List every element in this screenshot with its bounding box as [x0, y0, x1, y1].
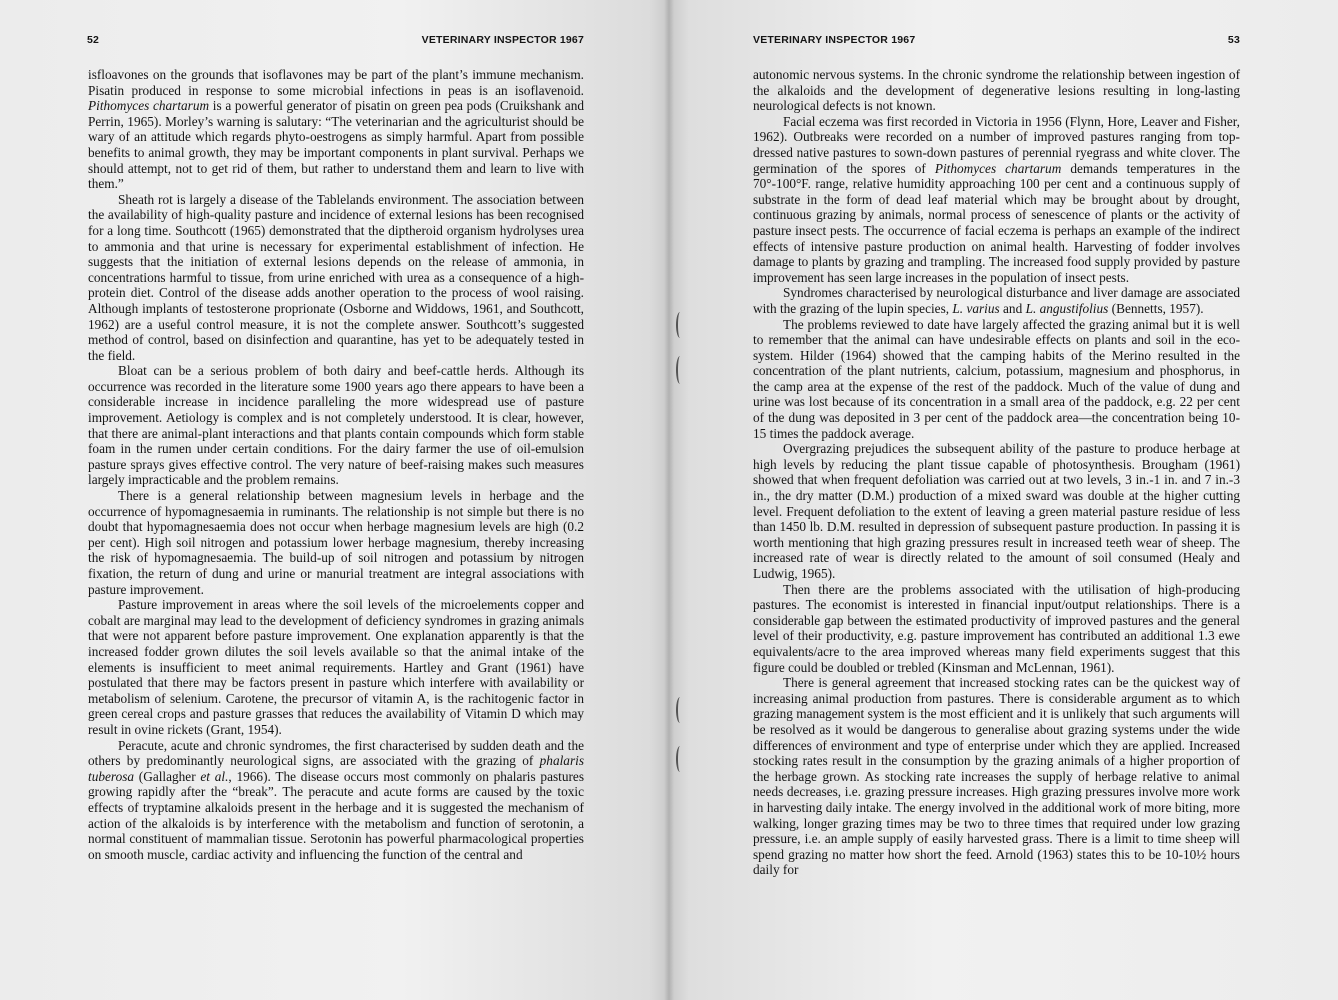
paragraph: autonomic nervous systems. In the chronic syndrome the relationship between ingestion of the alkaloids and the development of degenerative lesions resulting in long-lasting neurological defects is not known.: [753, 67, 1240, 114]
paragraph: Syndromes characterised by neurological disturbance and liver damage are associated with the grazing of the lupin species, L. varius and L. angustifolius (Bennetts, 1957).: [753, 285, 1240, 316]
paragraph: There is a general relationship between magnesium levels in herbage and the occurrence of hypomagnesaemia in ruminants. The relationship is not simple but there is no doubt that hypomagnesaemia does not occur when herbage magnesium levels are high (0.2 per cent). High soil nitrogen and potassium lower herbage magnesium, thereby increasing the risk of hypomagnesaemia. The build-up of soil nitrogen and potassium by nitrogen fixation, the return of dung and urine or manurial treatment are integral associations with pasture improvement.: [88, 488, 584, 597]
binding-mark: [676, 312, 684, 338]
running-head: VETERINARY INSPECTOR 1967: [421, 34, 584, 46]
right-page-header: [753, 34, 1240, 50]
paragraph: Facial eczema was first recorded in Victoria in 1956 (Flynn, Hore, Leaver and Fisher, 1962). Outbreaks were recorded on a number of improved pastures ranging from top-dressed native pastures to sown-down pastures of perennial ryegrass and white clover. The germination of the spores of Pithomyces chartarum demands temperatures in the 70°-100°F. range, relative humidity approaching 100 per cent and a continuous supply of substrate in the form of dead leaf material which may be brought about by drought, continuous grazing by animals, normal process of senescence of plants or the activity of pasture insect pests. The occurrence of facial eczema is perhaps an example of the indirect effects of intensive pasture production on animal health. Harvesting of fodder involves damage to plants by grazing and trampling. The increased food supply provided by pasture improvement has seen large increases in the population of insect pests.: [753, 113, 1240, 285]
paragraph: Overgrazing prejudices the subsequent ability of the pasture to produce herbage at high levels by reducing the plant tissue capable of photosynthesis. Brougham (1961) showed that when frequent defoliation was carried out at two levels, 3 in.-1 in. and 7 in.-3 in., the dry matter (D.M.) production of a mixed sward was double at the higher cutting level. Frequent defoliation to the extent of leaving a green material pasture residue of less than 1450 lb. D.M. resulted in depression of subsequent pasture production. In passing it is worth mentioning that high grazing pressures result in increased teeth wear of sheep. The increased rate of wear is directly related to the amount of soil consumed (Healy and Ludwig, 1965).: [753, 441, 1240, 581]
binding-mark: [676, 697, 684, 723]
paragraph: There is general agreement that increased stocking rates can be the quickest way of increasing animal production from pastures. There is considerable argument as to which grazing management system is the most efficient and it is unlikely that such arguments will be resolved as it would be dangerous to generalise about grazing systems under the wide differences of environment and type of enterprise under which they are applied. Increased stocking rates result in the consumption by the grazing animals of a higher proportion of the herbage grown. As stocking rate increases the supply of herbage relative to animal needs decreases, i.e. grazing pressure increases. High grazing pressures involve more work in harvesting daily intake. The energy involved in the additional work of more biting, more walking, longer grazing times may be two to three times that required under low grazing pressure, i.e. an ample supply of easily harvested grass. There is a limit to time sheep will spend grazing no matter how short the feed. Arnold (1963) states this to be 10-10½ hours daily for: [753, 675, 1240, 878]
paragraph: Then there are the problems associated with the utilisation of high-producing pastures. The economist is interested in financial input/output relationships. There is a considerable gap between the estimated productivity of improved pastures and the general level of their productivity, e.g. pasture improvement has contributed an additional 1.3 ewe equivalents/acre to the area improved whereas many field experiments suggest that this figure could be doubled or trebled (Kinsman and McLennan, 1961).: [753, 581, 1240, 675]
right-page-body: [753, 67, 1240, 878]
left-page-body: [88, 67, 584, 862]
paragraph: Peracute, acute and chronic syndromes, the first characterised by sudden death and the others by predominantly neurological signs, are associated with the grazing of phalaris tuberosa (Gallagher et al., 1966). The disease occurs most commonly on phalaris pastures growing rapidly after the “break”. The peracute and acute forms are caused by the toxic effects of tryptamine alkaloids present in the herbage and it is suggested the mechanism of action of the alkaloids is by interference with the metabolism and function of serotonin, a normal constituent of mammalian tissue. Serotonin has powerful pharmacological properties on smooth muscle, cardiac activity and influencing the function of the central and: [88, 737, 584, 862]
running-head: VETERINARY INSPECTOR 1967: [753, 34, 916, 46]
right-page: [669, 0, 1338, 1000]
paragraph: The problems reviewed to date have largely affected the grazing animal but it is well to remember that the animal can have undesirable effects on plants and soil in the eco-system. Hilder (1964) showed that the camping habits of the Merino resulted in the concentration of the plant nutrients, calcium, potassium, magnesium and phosphorus, in the camp area at the expense of the rest of the paddock. Much of the value of dung and urine was lost because of its concentration in a small area of the paddock, e.g. 22 per cent of the dung was deposited in 3 per cent of the paddock area—the concentration being 10-15 times the paddock average.: [753, 316, 1240, 441]
paragraph: isfloavones on the grounds that isoflavones may be part of the plant’s immune mechanism. Pisatin produced in response to some microbial infections in peas is an isoflavenoid. Pithomyces chartarum is a powerful generator of pisatin on green pea pods (Cruikshank and Perrin, 1965). Morley’s warning is salutary: “The veterinarian and the agriculturist should be wary of an attitude which regards phyto-oestrogens as simply harmful. Apart from possible benefits to animal growth, they may be important components in plant survival. Perhaps we should attempt, not to get rid of them, but rather to understand them and learn to live with them.”: [88, 67, 584, 192]
paragraph: Sheath rot is largely a disease of the Tablelands environment. The association between the availability of high-quality pasture and incidence of external lesions has been recognised for a long time. Southcott (1965) demonstrated that the diptheroid organism hydrolyses urea to ammonia and that urine is necessary for experimental establishment of infection. He suggests that the initiation of external lesions depends on the release of ammonia, in concentrations harmful to tissue, from urine enriched with urea as a consequence of a high-protein diet. Control of the disease adds another operation to the process of wool raising. Although implants of testosterone proprionate (Osborne and Widdows, 1961, and Southcott, 1962) are a useful control measure, it is not the complete answer. Southcott’s suggested method of control, based on disinfection and quarantine, has yet to be adequately tested in the field.: [88, 191, 584, 363]
italic-term: L. varius: [952, 300, 1000, 316]
italic-term: Pithomyces chartarum: [934, 160, 1062, 176]
italic-term: Pithomyces chartarum: [88, 98, 210, 114]
binding-mark: [676, 356, 684, 384]
page-number: 52: [87, 34, 100, 46]
binding-mark: [676, 746, 684, 772]
book-spine-shadow: [664, 0, 674, 1000]
italic-term: L. angustifolius: [1025, 300, 1109, 316]
paragraph: Bloat can be a serious problem of both dairy and beef-cattle herds. Although its occurrence was recorded in the literature some 1900 years ago there appears to have been a considerable increase in incidence paralleling the more widespread use of pasture improvement. Aetiology is complex and is not completely understood. It is clear, however, that there are animal-plant interactions and that plants contain compounds which form stable foam in the rumen under certain conditions. For the dairy farmer the use of oil-emulsion pasture sprays gives effective control. The very nature of beef-raising makes such measures largely impracticable and the problem remains.: [88, 363, 584, 488]
page-number: 53: [1227, 34, 1240, 46]
italic-term: phalaris tuberosa: [88, 753, 584, 784]
paragraph: Pasture improvement in areas where the soil levels of the microelements copper and cobalt are marginal may lead to the development of deficiency syndromes in grazing animals that were not apparent before pasture improvement. One explanation apparently is that the increased fodder grown dilutes the soil levels available so that the animal intake of the elements is insufficient to meet animal requirements. Hartley and Grant (1961) have postulated that there may be factors present in pasture which interfere with availability or metabolism of selenium. Carotene, the precursor of vitamin A, is the rachitogenic factor in green cereal crops and pasture grasses that reduces the availability of Vitamin D which may result in ovine rickets (Grant, 1954).: [88, 597, 584, 737]
left-page-header: [87, 34, 584, 50]
italic-term: et al.: [200, 768, 229, 784]
